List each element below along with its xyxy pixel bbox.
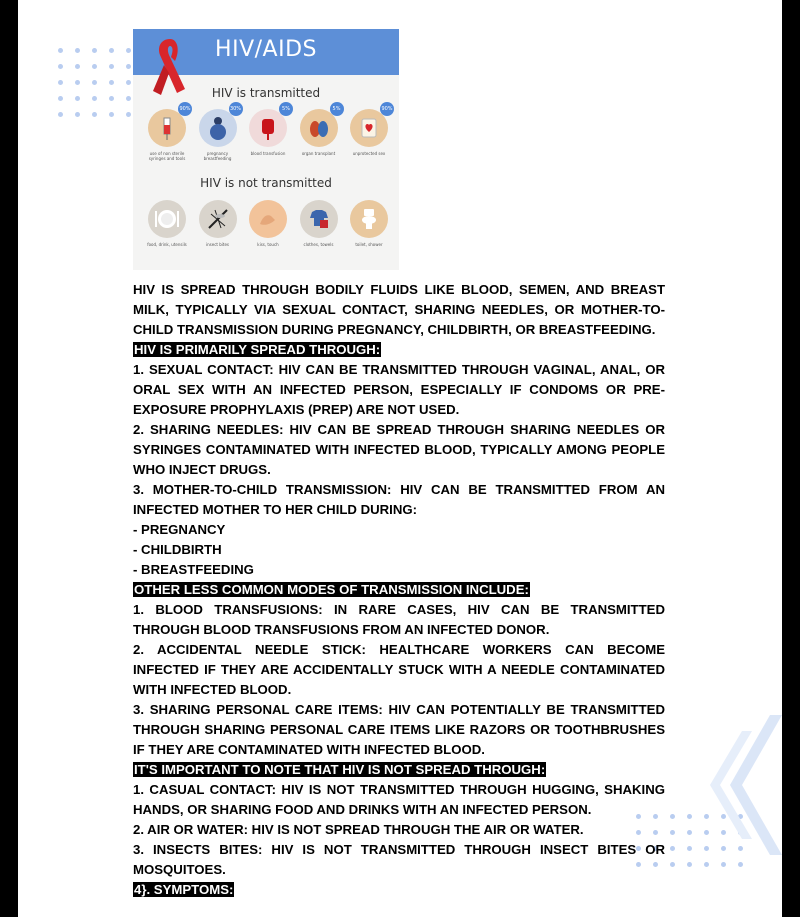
list-item: 3. INSECTS BITES: HIV IS NOT TRANSMITTED THROUGH INSECT BITES OR MOSQUITOES. xyxy=(133,842,665,877)
item-caption: blood transfusion xyxy=(250,151,286,156)
decorative-dot xyxy=(58,48,63,53)
decorative-dot xyxy=(75,48,80,53)
not-transmitted-item xyxy=(143,200,191,247)
document-page xyxy=(18,0,782,917)
organ-icon xyxy=(306,115,332,141)
section-heading: 4}. SYMPTOMS: xyxy=(134,882,234,897)
item-caption: organ transplant xyxy=(301,151,336,156)
not-transmitted-row xyxy=(143,200,393,247)
percentage-badge: 90% xyxy=(178,102,192,116)
item-caption: insect bites xyxy=(206,242,229,247)
item-caption: food, drink, utensils xyxy=(147,242,187,247)
decorative-dot xyxy=(704,862,709,867)
decorative-dot xyxy=(58,64,63,69)
decorative-dot xyxy=(670,862,675,867)
decorative-dot xyxy=(109,64,114,69)
intro-paragraph: HIV IS SPREAD THROUGH BODILY FLUIDS LIKE BLOOD, SEMEN, AND BREAST MILK, TYPICALLY VIA SEXUAL CONTACT, SHARING NEEDLES, OR MOTHER-TO-CHILD TRANSMISSION DURING PREGNANCY, CHILDBIRTH, OR BREASTFEEDING. xyxy=(133,282,665,337)
transmitted-item xyxy=(194,106,242,161)
decorative-dot xyxy=(58,80,63,85)
decorative-dot xyxy=(58,96,63,101)
percentage-badge: 5% xyxy=(330,102,344,116)
decorative-dot xyxy=(126,96,131,101)
list-item: 1. CASUAL CONTACT: HIV IS NOT TRANSMITTED THROUGH HUGGING, SHAKING HANDS, OR SHARING FOOD AND DRINKS WITH AN INFECTED PERSON. xyxy=(133,782,665,817)
decorative-dot xyxy=(670,846,675,851)
clothes-icon xyxy=(306,206,332,232)
percentage-badge: 30% xyxy=(229,102,243,116)
decorative-dot xyxy=(721,862,726,867)
kiss-icon xyxy=(255,206,281,232)
transmitted-item xyxy=(295,106,343,161)
decorative-dot xyxy=(92,112,97,117)
list-item: 2. SHARING NEEDLES: HIV CAN BE SPREAD THROUGH SHARING NEEDLES OR SYRINGES CONTAMINATED WITH INFECTED BLOOD, TYPICALLY AMONG PEOPLE WHO INJECT DRUGS. xyxy=(133,422,665,477)
list-item: 2. ACCIDENTAL NEEDLE STICK: HEALTHCARE WORKERS CAN BECOME INFECTED IF THEY ARE ACCIDENTALLY STUCK WITH A NEEDLE CONTAMINATED WITH INFECTED BLOOD. xyxy=(133,642,665,697)
list-item: 1. BLOOD TRANSFUSIONS: IN RARE CASES, HIV CAN BE TRANSMITTED THROUGH BLOOD TRANSFUSIONS FROM AN INFECTED DONOR. xyxy=(133,602,665,637)
decorative-dot xyxy=(126,48,131,53)
decorative-chevrons-icon xyxy=(690,715,782,855)
toilet-icon xyxy=(356,206,382,232)
decorative-dot xyxy=(58,112,63,117)
transmitted-item xyxy=(143,106,191,161)
decorative-dot xyxy=(126,80,131,85)
transmitted-item xyxy=(345,106,393,161)
transmitted-item xyxy=(244,106,292,161)
not-transmitted-item xyxy=(244,200,292,247)
decorative-dot xyxy=(92,64,97,69)
pregnancy-icon xyxy=(205,115,231,141)
not-transmitted-item xyxy=(295,200,343,247)
decorative-dot xyxy=(92,80,97,85)
decorative-dot xyxy=(670,830,675,835)
item-caption: kiss, touch xyxy=(257,242,279,247)
plate-icon xyxy=(154,206,180,232)
section-heading: OTHER LESS COMMON MODES OF TRANSMISSION INCLUDE: xyxy=(134,582,529,597)
percentage-badge: 5% xyxy=(279,102,293,116)
item-caption: clothes, towels xyxy=(303,242,334,247)
decorative-dot xyxy=(126,112,131,117)
sub-list-item: - BREASTFEEDING xyxy=(133,562,254,577)
decorative-dot xyxy=(109,80,114,85)
decorative-dot xyxy=(687,862,692,867)
infographic-title: HIV/AIDS xyxy=(215,37,317,62)
hiv-transmission-infographic xyxy=(133,29,399,270)
list-item: 2. AIR OR WATER: HIV IS NOT SPREAD THROUGH THE AIR OR WATER. xyxy=(133,822,584,837)
decorative-dot xyxy=(75,96,80,101)
not-transmitted-heading: HIV is not transmitted xyxy=(200,176,332,190)
item-caption: toilet, shower xyxy=(355,242,383,247)
decorative-dot xyxy=(75,64,80,69)
decorative-dot xyxy=(75,112,80,117)
not-transmitted-item xyxy=(194,200,242,247)
decorative-dot xyxy=(670,814,675,819)
document-body xyxy=(133,280,665,900)
decorative-dot xyxy=(126,64,131,69)
decorative-dot xyxy=(92,96,97,101)
sub-list-item: - PREGNANCY xyxy=(133,522,226,537)
list-item: 3. SHARING PERSONAL CARE ITEMS: HIV CAN POTENTIALLY BE TRANSMITTED THROUGH SHARING PERSONAL CARE ITEMS LIKE RAZORS OR TOOTHBRUSHES IF THEY ARE CONTAMINATED WITH INFECTED BLOOD. xyxy=(133,702,665,757)
item-caption: pregnancy breastfeeding xyxy=(203,151,232,161)
item-caption: use of non sterile syringes and tools xyxy=(148,151,186,161)
transmitted-row xyxy=(143,106,393,161)
transmitted-heading: HIV is transmitted xyxy=(211,86,321,100)
section-heading: HIV IS PRIMARILY SPREAD THROUGH: xyxy=(134,342,381,357)
decorative-dot xyxy=(109,48,114,53)
list-item: 3. MOTHER-TO-CHILD TRANSMISSION: HIV CAN BE TRANSMITTED FROM AN INFECTED MOTHER TO HER CHILD DURING: xyxy=(133,482,665,517)
list-item: 1. SEXUAL CONTACT: HIV CAN BE TRANSMITTED THROUGH VAGINAL, ANAL, OR ORAL SEX WITH AN INFECTED PERSON, ESPECIALLY IF CONDOMS OR PRE-EXPOSURE PROPHYLAXIS (PREP) ARE NOT USED. xyxy=(133,362,665,417)
decorative-dot xyxy=(738,862,743,867)
decorative-dot xyxy=(75,80,80,85)
decorative-dot xyxy=(92,48,97,53)
not-transmitted-item xyxy=(345,200,393,247)
syringe-icon xyxy=(154,115,180,141)
item-caption: unprotected sex xyxy=(352,151,386,156)
decorative-dot-grid xyxy=(58,48,131,117)
decorative-dot xyxy=(109,96,114,101)
sub-list-item: - CHILDBIRTH xyxy=(133,542,222,557)
decorative-dot xyxy=(109,112,114,117)
percentage-badge: 90% xyxy=(380,102,394,116)
mosquito-icon xyxy=(205,206,231,232)
condom-icon xyxy=(356,115,382,141)
section-heading: IT'S IMPORTANT TO NOTE THAT HIV IS NOT SPREAD THROUGH: xyxy=(134,762,546,777)
blood-bag-icon xyxy=(255,115,281,141)
